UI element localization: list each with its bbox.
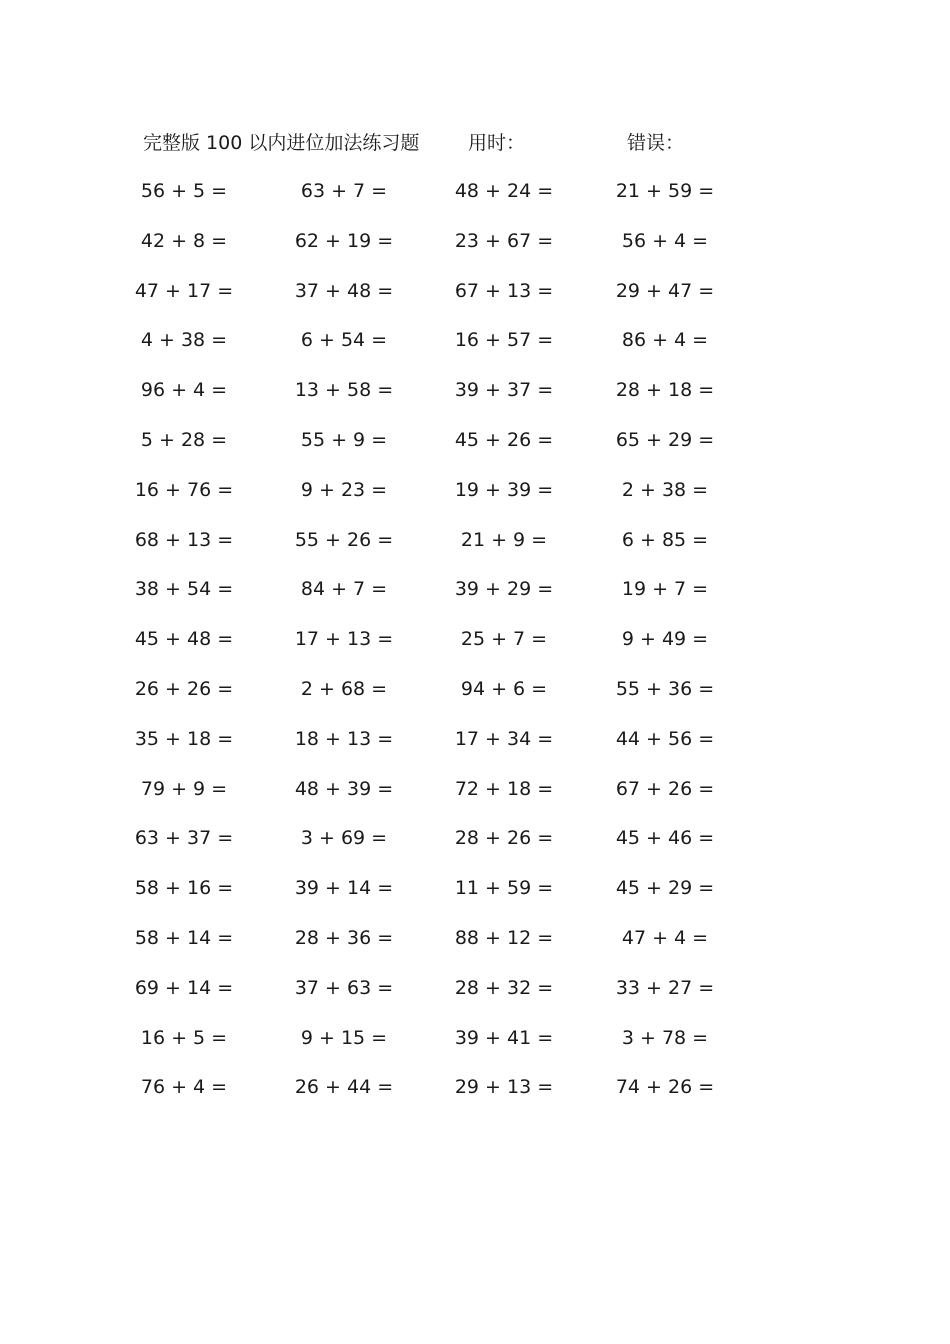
addition-problem: 29 + 13 = — [454, 1076, 554, 1099]
addition-problem: 45 + 26 = — [454, 428, 554, 451]
addition-problem: 96 + 4 = — [140, 379, 228, 402]
addition-problem: 47 + 17 = — [134, 279, 234, 302]
time-label: 用时： — [468, 132, 526, 154]
addition-problem: 48 + 24 = — [454, 180, 554, 202]
addition-problem: 18 + 13 = — [294, 727, 394, 750]
addition-problem: 11 + 59 = — [454, 877, 554, 900]
addition-problem: 9 + 15 = — [300, 1026, 388, 1049]
addition-problem: 48 + 39 = — [294, 777, 394, 800]
addition-problem: 3 + 69 = — [300, 827, 388, 850]
problem-row — [0, 874, 950, 924]
problem-grid — [0, 177, 950, 1123]
addition-problem: 39 + 41 = — [454, 1026, 554, 1049]
addition-problem: 44 + 56 = — [615, 727, 715, 750]
problem-row — [0, 924, 950, 974]
addition-problem: 9 + 49 = — [621, 628, 709, 651]
addition-problem: 37 + 63 = — [294, 976, 394, 999]
addition-problem: 63 + 37 = — [134, 827, 234, 850]
worksheet-header — [0, 128, 950, 156]
addition-problem: 45 + 48 = — [134, 628, 234, 651]
problem-row — [0, 625, 950, 675]
problem-row — [0, 476, 950, 526]
addition-problem: 62 + 19 = — [294, 229, 394, 252]
addition-problem: 68 + 13 = — [134, 528, 234, 551]
addition-problem: 56 + 5 = — [140, 180, 228, 202]
addition-problem: 63 + 7 = — [300, 180, 388, 202]
addition-problem: 56 + 4 = — [621, 229, 709, 252]
addition-problem: 19 + 7 = — [621, 578, 709, 601]
addition-problem: 58 + 16 = — [134, 877, 234, 900]
problem-row — [0, 376, 950, 426]
addition-problem: 17 + 13 = — [294, 628, 394, 651]
addition-problem: 55 + 26 = — [294, 528, 394, 551]
addition-problem: 16 + 76 = — [134, 478, 234, 501]
addition-problem: 39 + 29 = — [454, 578, 554, 601]
addition-problem: 25 + 7 = — [460, 628, 548, 651]
addition-problem: 9 + 23 = — [300, 478, 388, 501]
addition-problem: 26 + 26 = — [134, 677, 234, 700]
problem-row — [0, 1024, 950, 1074]
addition-problem: 88 + 12 = — [454, 926, 554, 949]
addition-problem: 67 + 13 = — [454, 279, 554, 302]
addition-problem: 58 + 14 = — [134, 926, 234, 949]
addition-problem: 47 + 4 = — [621, 926, 709, 949]
addition-problem: 72 + 18 = — [454, 777, 554, 800]
addition-problem: 4 + 38 = — [140, 329, 228, 352]
addition-problem: 84 + 7 = — [300, 578, 388, 601]
addition-problem: 16 + 5 = — [140, 1026, 228, 1049]
addition-problem: 23 + 67 = — [454, 229, 554, 252]
addition-problem: 55 + 9 = — [300, 428, 388, 451]
worksheet-title: 完整版 100 以内进位加法练习题 — [143, 132, 420, 154]
addition-problem: 2 + 38 = — [621, 478, 709, 501]
problem-row — [0, 575, 950, 625]
problem-row — [0, 675, 950, 725]
problem-row — [0, 775, 950, 825]
addition-problem: 5 + 28 = — [140, 428, 228, 451]
problem-row — [0, 824, 950, 874]
addition-problem: 35 + 18 = — [134, 727, 234, 750]
problem-row — [0, 277, 950, 327]
addition-problem: 19 + 39 = — [454, 478, 554, 501]
problem-row — [0, 177, 950, 227]
addition-problem: 3 + 78 = — [621, 1026, 709, 1049]
addition-problem: 28 + 32 = — [454, 976, 554, 999]
addition-problem: 21 + 59 = — [615, 180, 715, 202]
problem-row — [0, 426, 950, 476]
addition-problem: 69 + 14 = — [134, 976, 234, 999]
addition-problem: 39 + 14 = — [294, 877, 394, 900]
problem-row — [0, 1073, 950, 1123]
addition-problem: 17 + 34 = — [454, 727, 554, 750]
error-label: 错误： — [627, 132, 685, 154]
addition-problem: 29 + 47 = — [615, 279, 715, 302]
addition-problem: 37 + 48 = — [294, 279, 394, 302]
addition-problem: 21 + 9 = — [460, 528, 548, 551]
addition-problem: 13 + 58 = — [294, 379, 394, 402]
addition-problem: 33 + 27 = — [615, 976, 715, 999]
addition-problem: 94 + 6 = — [460, 677, 548, 700]
addition-problem: 74 + 26 = — [615, 1076, 715, 1099]
addition-problem: 39 + 37 = — [454, 379, 554, 402]
addition-problem: 76 + 4 = — [140, 1076, 228, 1099]
addition-problem: 2 + 68 = — [300, 677, 388, 700]
problem-row — [0, 227, 950, 277]
addition-problem: 16 + 57 = — [454, 329, 554, 352]
addition-problem: 79 + 9 = — [140, 777, 228, 800]
addition-problem: 26 + 44 = — [294, 1076, 394, 1099]
addition-problem: 45 + 29 = — [615, 877, 715, 900]
addition-problem: 6 + 85 = — [621, 528, 709, 551]
problem-row — [0, 526, 950, 576]
addition-problem: 65 + 29 = — [615, 428, 715, 451]
addition-problem: 42 + 8 = — [140, 229, 228, 252]
addition-problem: 28 + 26 = — [454, 827, 554, 850]
addition-problem: 55 + 36 = — [615, 677, 715, 700]
addition-problem: 6 + 54 = — [300, 329, 388, 352]
problem-row — [0, 326, 950, 376]
addition-problem: 38 + 54 = — [134, 578, 234, 601]
addition-problem: 28 + 36 = — [294, 926, 394, 949]
addition-problem: 45 + 46 = — [615, 827, 715, 850]
addition-problem: 67 + 26 = — [615, 777, 715, 800]
addition-problem: 86 + 4 = — [621, 329, 709, 352]
problem-row — [0, 725, 950, 775]
problem-row — [0, 974, 950, 1024]
addition-problem: 28 + 18 = — [615, 379, 715, 402]
